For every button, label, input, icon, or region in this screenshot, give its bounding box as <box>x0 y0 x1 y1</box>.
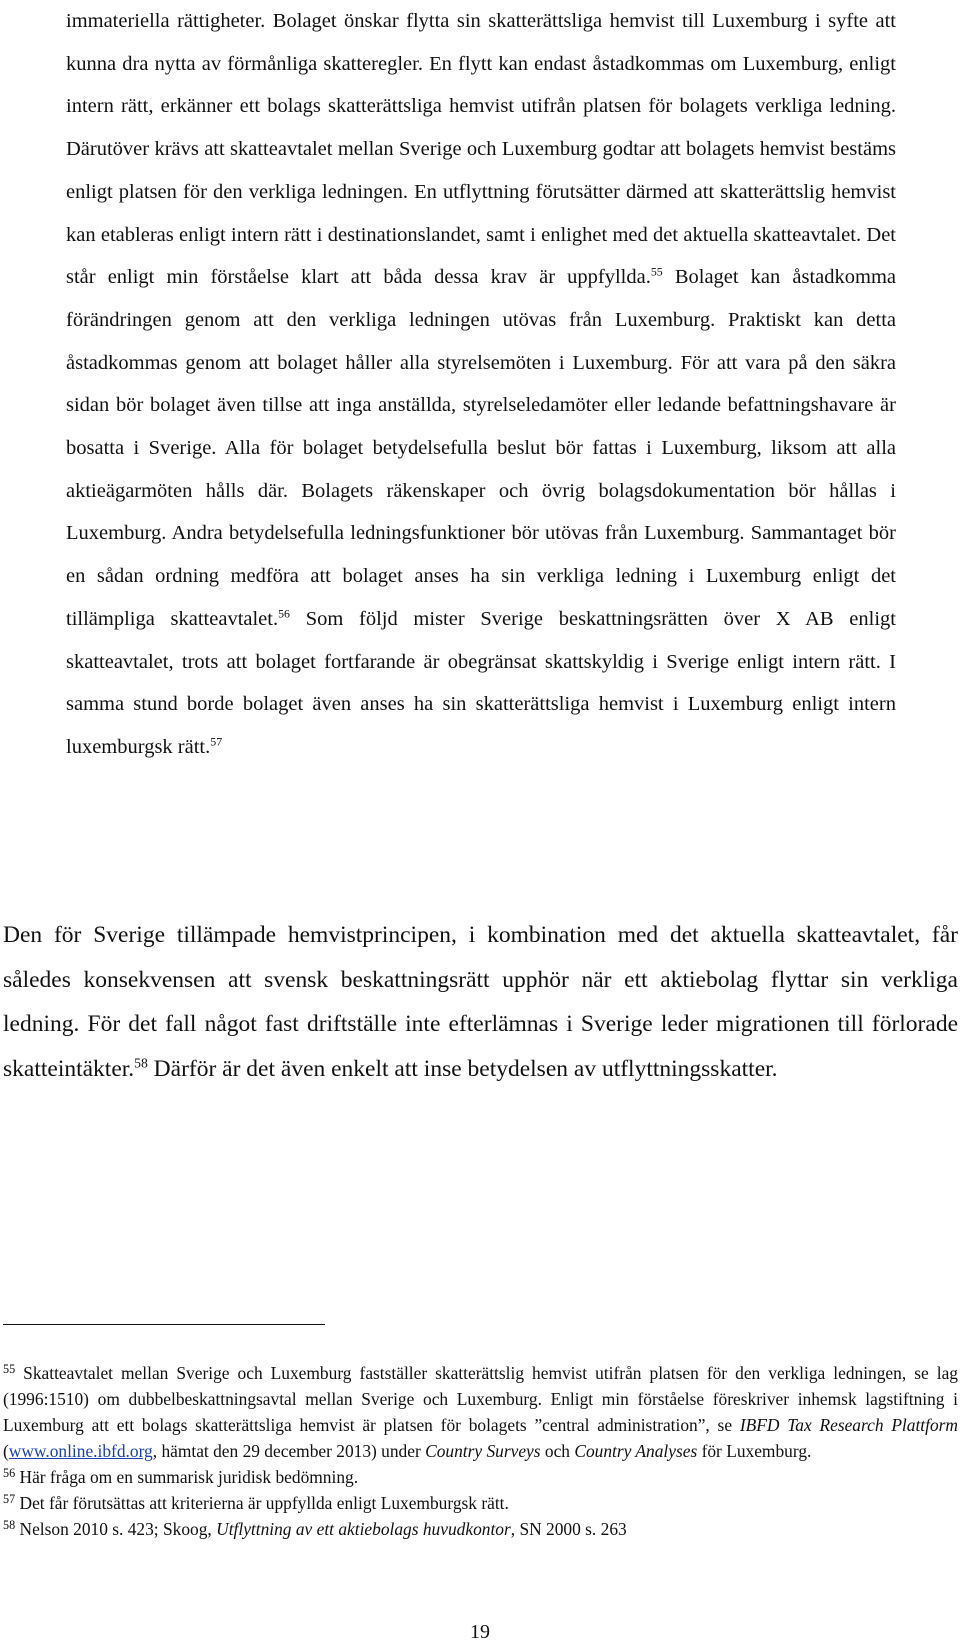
source-section-title: Country Surveys <box>425 1441 541 1461</box>
page-number: 19 <box>470 1621 490 1643</box>
quote-text-part-3: Som följd mister Sverige beskattningsrätten över X AB enligt skatteavtalet, trots att bolaget fortfarande är obegränsat skattskyldig i Sverige enligt intern rätt. I samma stund borde bolaget även anses ha sin skatterättsliga hemvist i Luxemburg enligt intern luxemburgsk rätt. <box>66 607 896 758</box>
footnote-ref-56[interactable]: 56 <box>278 606 290 621</box>
footnote-55 <box>3 1360 958 1464</box>
quote-text-part-1: immateriella rättigheter. Bolaget önskar flytta sin skatterättsliga hemvist till Luxemburg i syfte att kunna dra nytta av förmånliga skatteregler. En flytt kan endast åstadkommas om Luxemburg, enligt intern rätt, erkänner ett bolags skatterättsliga hemvist utifrån platsen för bolagets verkliga ledning. Därutöver krävs att skatteavtalet mellan Sverige och Luxemburg godtar att bolagets hemvist bestäms enligt platsen för den verkliga ledningen. En utflyttning förutsätter därmed att skatterättslig hemvist kan etableras enligt intern rätt i destinationslandet, samt i enlighet med det aktuella skatteavtalet. Det står enligt min förståelse klart att båda dessa krav är uppfyllda. <box>66 10 896 289</box>
footnote-text: för Luxemburg. <box>697 1441 812 1461</box>
source-section-title: Country Analyses <box>574 1441 698 1461</box>
body-text-part-1: Den för Sverige tillämpade hemvistprincipen, i kombination med det aktuella skatteavtalet, får således konsekvensen att svensk beskattningsrätt upphör när ett aktiebolag flyttar sin verkliga ledning. För det fall något fast driftställe inte efterlämnas i Sverige leder migrationen till förlorade skatteintäkter. <box>3 922 958 1082</box>
body-paragraph <box>3 913 958 1091</box>
footnote-number: 55 <box>3 1361 16 1376</box>
footnote-text: Skatteavtalet mellan Sverige och Luxemburg fastställer skatterättslig hemvist utifrån platsen för den verkliga ledningen, se lag (1996:1510) om dubbelbeskattningsavtal mellan Sverige och Luxemburg. Enligt min förståelse föreskriver inhemsk lagstiftning i Luxemburg att ett bolags skatterättsliga hemvist är platsen för bolagets ”central administration”, se <box>3 1363 958 1435</box>
source-title: IBFD Tax Research Plattform <box>739 1415 958 1435</box>
footnotes-section <box>3 1360 958 1542</box>
footnote-separator-line <box>3 1324 325 1325</box>
footnote-ref-57[interactable]: 57 <box>210 734 223 749</box>
footnote-text: , SN 2000 s. 263 <box>510 1519 627 1539</box>
footnote-text: ( <box>3 1441 9 1461</box>
footnote-text: , hämtat den 29 december 2013) under <box>152 1441 426 1461</box>
footnote-text: Här fråga om en summarisk juridisk bedömning. <box>15 1467 359 1487</box>
footnote-text: Det får förutsättas att kriterierna är uppfyllda enligt Luxemburgsk rätt. <box>15 1493 509 1513</box>
footnote-number: 57 <box>3 1491 16 1506</box>
footnote-text: och <box>540 1441 575 1461</box>
footnote-57 <box>3 1490 958 1516</box>
footnote-number: 58 <box>3 1517 16 1532</box>
footnote-number: 56 <box>3 1465 16 1480</box>
footnote-56 <box>3 1464 958 1490</box>
source-title: Utflyttning av ett aktiebolags huvudkontor <box>216 1519 511 1539</box>
footnote-text: Nelson 2010 s. 423; Skoog, <box>15 1519 217 1539</box>
indented-quote-paragraph <box>66 0 896 769</box>
footnote-ref-58[interactable]: 58 <box>134 1055 148 1071</box>
footnote-ref-55[interactable]: 55 <box>650 264 663 279</box>
ibfd-link[interactable]: www.online.ibfd.org <box>8 1441 153 1461</box>
footnote-58 <box>3 1516 958 1542</box>
body-text-part-2: Därför är det även enkelt att inse betydelsen av utflyttningsskatter. <box>147 1055 778 1082</box>
quote-text-part-2: Bolaget kan åstadkomma förändringen genom att den verkliga ledningen utövas från Luxemburg. Praktiskt kan detta åstadkommas genom att bolaget håller alla styrelsemöten i Luxemburg. För att vara på den säkra sidan bör bolaget även tillse att inga anställda, styrelseledamöter eller ledande befattningshavare är bosatta i Sverige. Alla för bolaget betydelsefulla beslut bör fattas i Luxemburg, liksom att alla aktieägarmöten hålls där. Bolagets räkenskaper och övrig bolagsdokumentation bör hållas i Luxemburg. Andra betydelsefulla ledningsfunktioner bör utövas från Luxemburg. Sammantaget bör en sådan ordning medföra att bolaget anses ha sin verkliga ledning i Luxemburg enligt det tillämpliga skatteavtalet. <box>66 266 896 630</box>
